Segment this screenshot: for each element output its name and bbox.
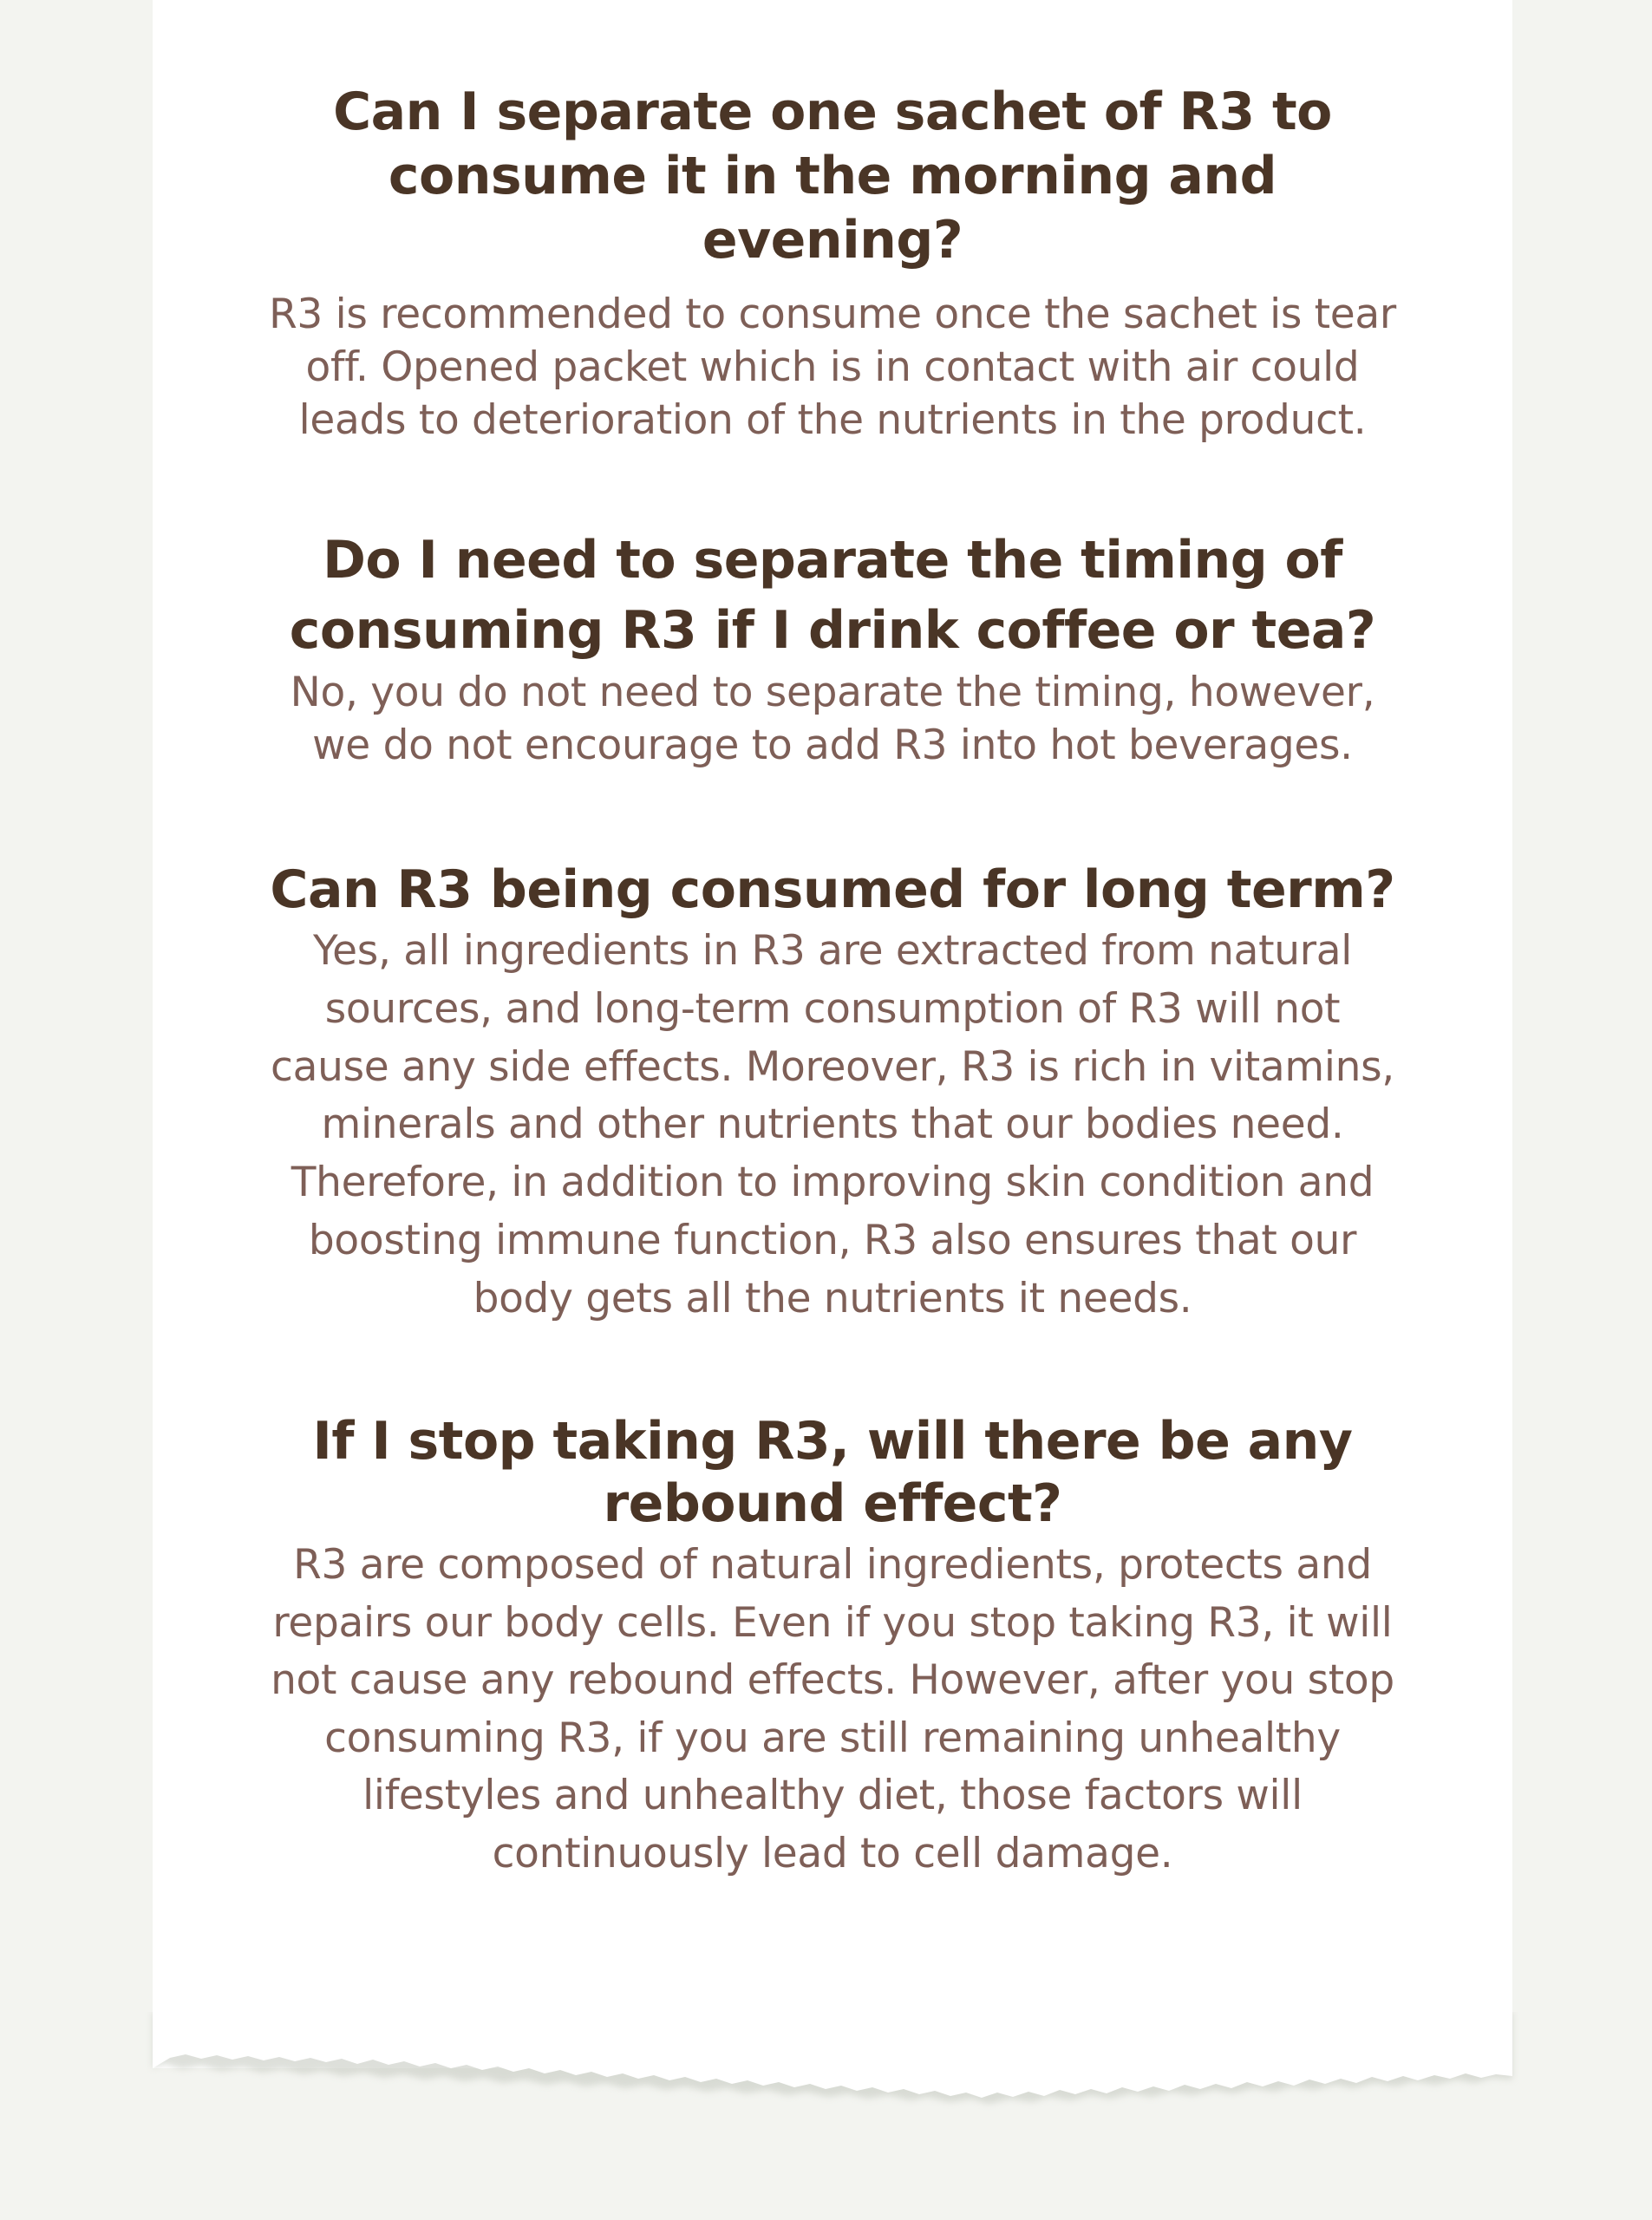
faq-item bbox=[251, 80, 1414, 447]
faq-question: Do I need to separate the timing of consuming R3 if I drink coffee or tea? bbox=[289, 530, 1376, 661]
faq-answer: Yes, all ingredients in R3 are extracted from natural sources, and long-term consumption of R3 will not cause any side effects. Moreover, R3 is rich in vitamins, minerals and other nutrients that our bodies need. Therefore, in addition to improving skin condition and boosting immune function, R3 also ensures that our body gets all the nutrients it needs. bbox=[271, 927, 1394, 1322]
faq-item bbox=[251, 1410, 1414, 1883]
faq-item bbox=[251, 855, 1414, 1329]
faq-question: Can I separate one sachet of R3 to consume it in the morning and evening? bbox=[333, 82, 1332, 271]
faq-question: Can R3 being consumed for long term? bbox=[270, 859, 1395, 920]
faq-answer: R3 are composed of natural ingredients, protects and repairs our body cells. Even if you stop taking R3, it will not cause any rebound effects. However, after you stop consuming R3, if you are still remaining unhealthy lifestyles and unhealthy diet, those factors will continuously lead to cell damage. bbox=[271, 1541, 1394, 1877]
faq-item bbox=[251, 526, 1414, 772]
torn-paper-edge bbox=[139, 2012, 1526, 2133]
faq-question: If I stop taking R3, will there be any rebound effect? bbox=[312, 1411, 1353, 1534]
faq-answer: No, you do not need to separate the timing, however, we do not encourage to add R3 into hot beverages. bbox=[290, 669, 1375, 769]
faq-answer: R3 is recommended to consume once the sachet is tear off. Opened packet which is in contact with air could leads to deterioration of the nutrients in the product. bbox=[269, 291, 1396, 444]
